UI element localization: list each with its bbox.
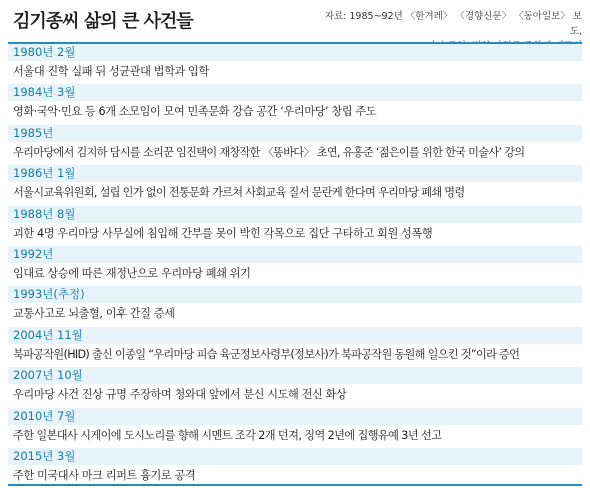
timeline-year: 2015년 3월 [8, 448, 582, 465]
timeline-event: 서울대 진학 실패 뒤 성균관대 법학과 입학 [8, 61, 582, 85]
timeline-event: 임대료 상승에 따른 재정난으로 우리마당 폐쇄 위기 [8, 263, 582, 287]
timeline-item [8, 448, 582, 488]
timeline-year: 1980년 2월 [8, 44, 582, 61]
timeline-year: 1985년 [8, 125, 582, 142]
timeline-year: 1992년 [8, 246, 582, 263]
page-title: 김기종씨 삶의 큰 사건들 [13, 11, 193, 32]
timeline-item [8, 125, 582, 165]
timeline-item [8, 206, 582, 246]
timeline [8, 44, 582, 488]
timeline-event: 교통사고로 뇌출혈, 이후 간질 증세 [8, 303, 582, 327]
timeline-item [8, 367, 582, 407]
timeline-year: 2007년 10월 [8, 367, 582, 384]
source-line-1: 자료: 1985~92년 〈한겨레〉 〈경향신문〉 〈동아일보〉 보도, [324, 11, 582, 37]
header [0, 0, 590, 44]
timeline-event: 영화·국악·민요 등 6개 소모임이 모여 민족문화 강습 공간 ‘우리마당’ 창립 주도 [8, 101, 582, 125]
timeline-year: 2010년 7월 [8, 408, 582, 425]
timeline-event: 북파공작원(HID) 출신 이종일 “우리마당 피습 육군정보사령부(정보사)가 북파공작원 동원해 일으킨 것”이라 증언 [8, 344, 582, 368]
timeline-item [8, 44, 582, 84]
timeline-year: 2004년 11월 [8, 327, 582, 344]
timeline-event: 서울시교육위원회, 설립 인가 없이 전통문화 가르쳐 사회교육 질서 문란케 한다며 우리마당 폐쇄 명령 [8, 182, 582, 206]
timeline-year: 1988년 8월 [8, 206, 582, 223]
timeline-event: 주한 일본대사 시게이에 도시노리를 향해 시멘트 조각 2개 던져, 징역 2년에 집행유예 3년 선고 [8, 425, 582, 449]
timeline-year: 1993년(추정) [8, 286, 582, 303]
timeline-item [8, 84, 582, 124]
timeline-event: 주한 미국대사 마크 리퍼트 흉기로 공격 [13, 468, 196, 482]
timeline-item [8, 246, 582, 286]
timeline-item [8, 286, 582, 326]
timeline-year: 1984년 3월 [8, 84, 582, 101]
timeline-year: 1986년 1월 [8, 165, 582, 182]
timeline-event: 우리마당에서 김지하 담시를 소리꾼 임진택이 재창작한 〈똥바다〉 초연, 유홍준 ‘젊은이를 위한 한국 미술사’ 강의 [8, 142, 582, 166]
timeline-event: 우리마당 사건 진상 규명 주장하며 청와대 앞에서 분신 시도해 전신 화상 [8, 384, 582, 408]
timeline-event: 괴한 4명 우리마당 사무실에 침입해 간부를 못이 박힌 각목으로 집단 구타하고 회원 성폭행 [8, 223, 582, 247]
timeline-item [8, 408, 582, 448]
timeline-item [8, 327, 582, 367]
timeline-item [8, 165, 582, 205]
